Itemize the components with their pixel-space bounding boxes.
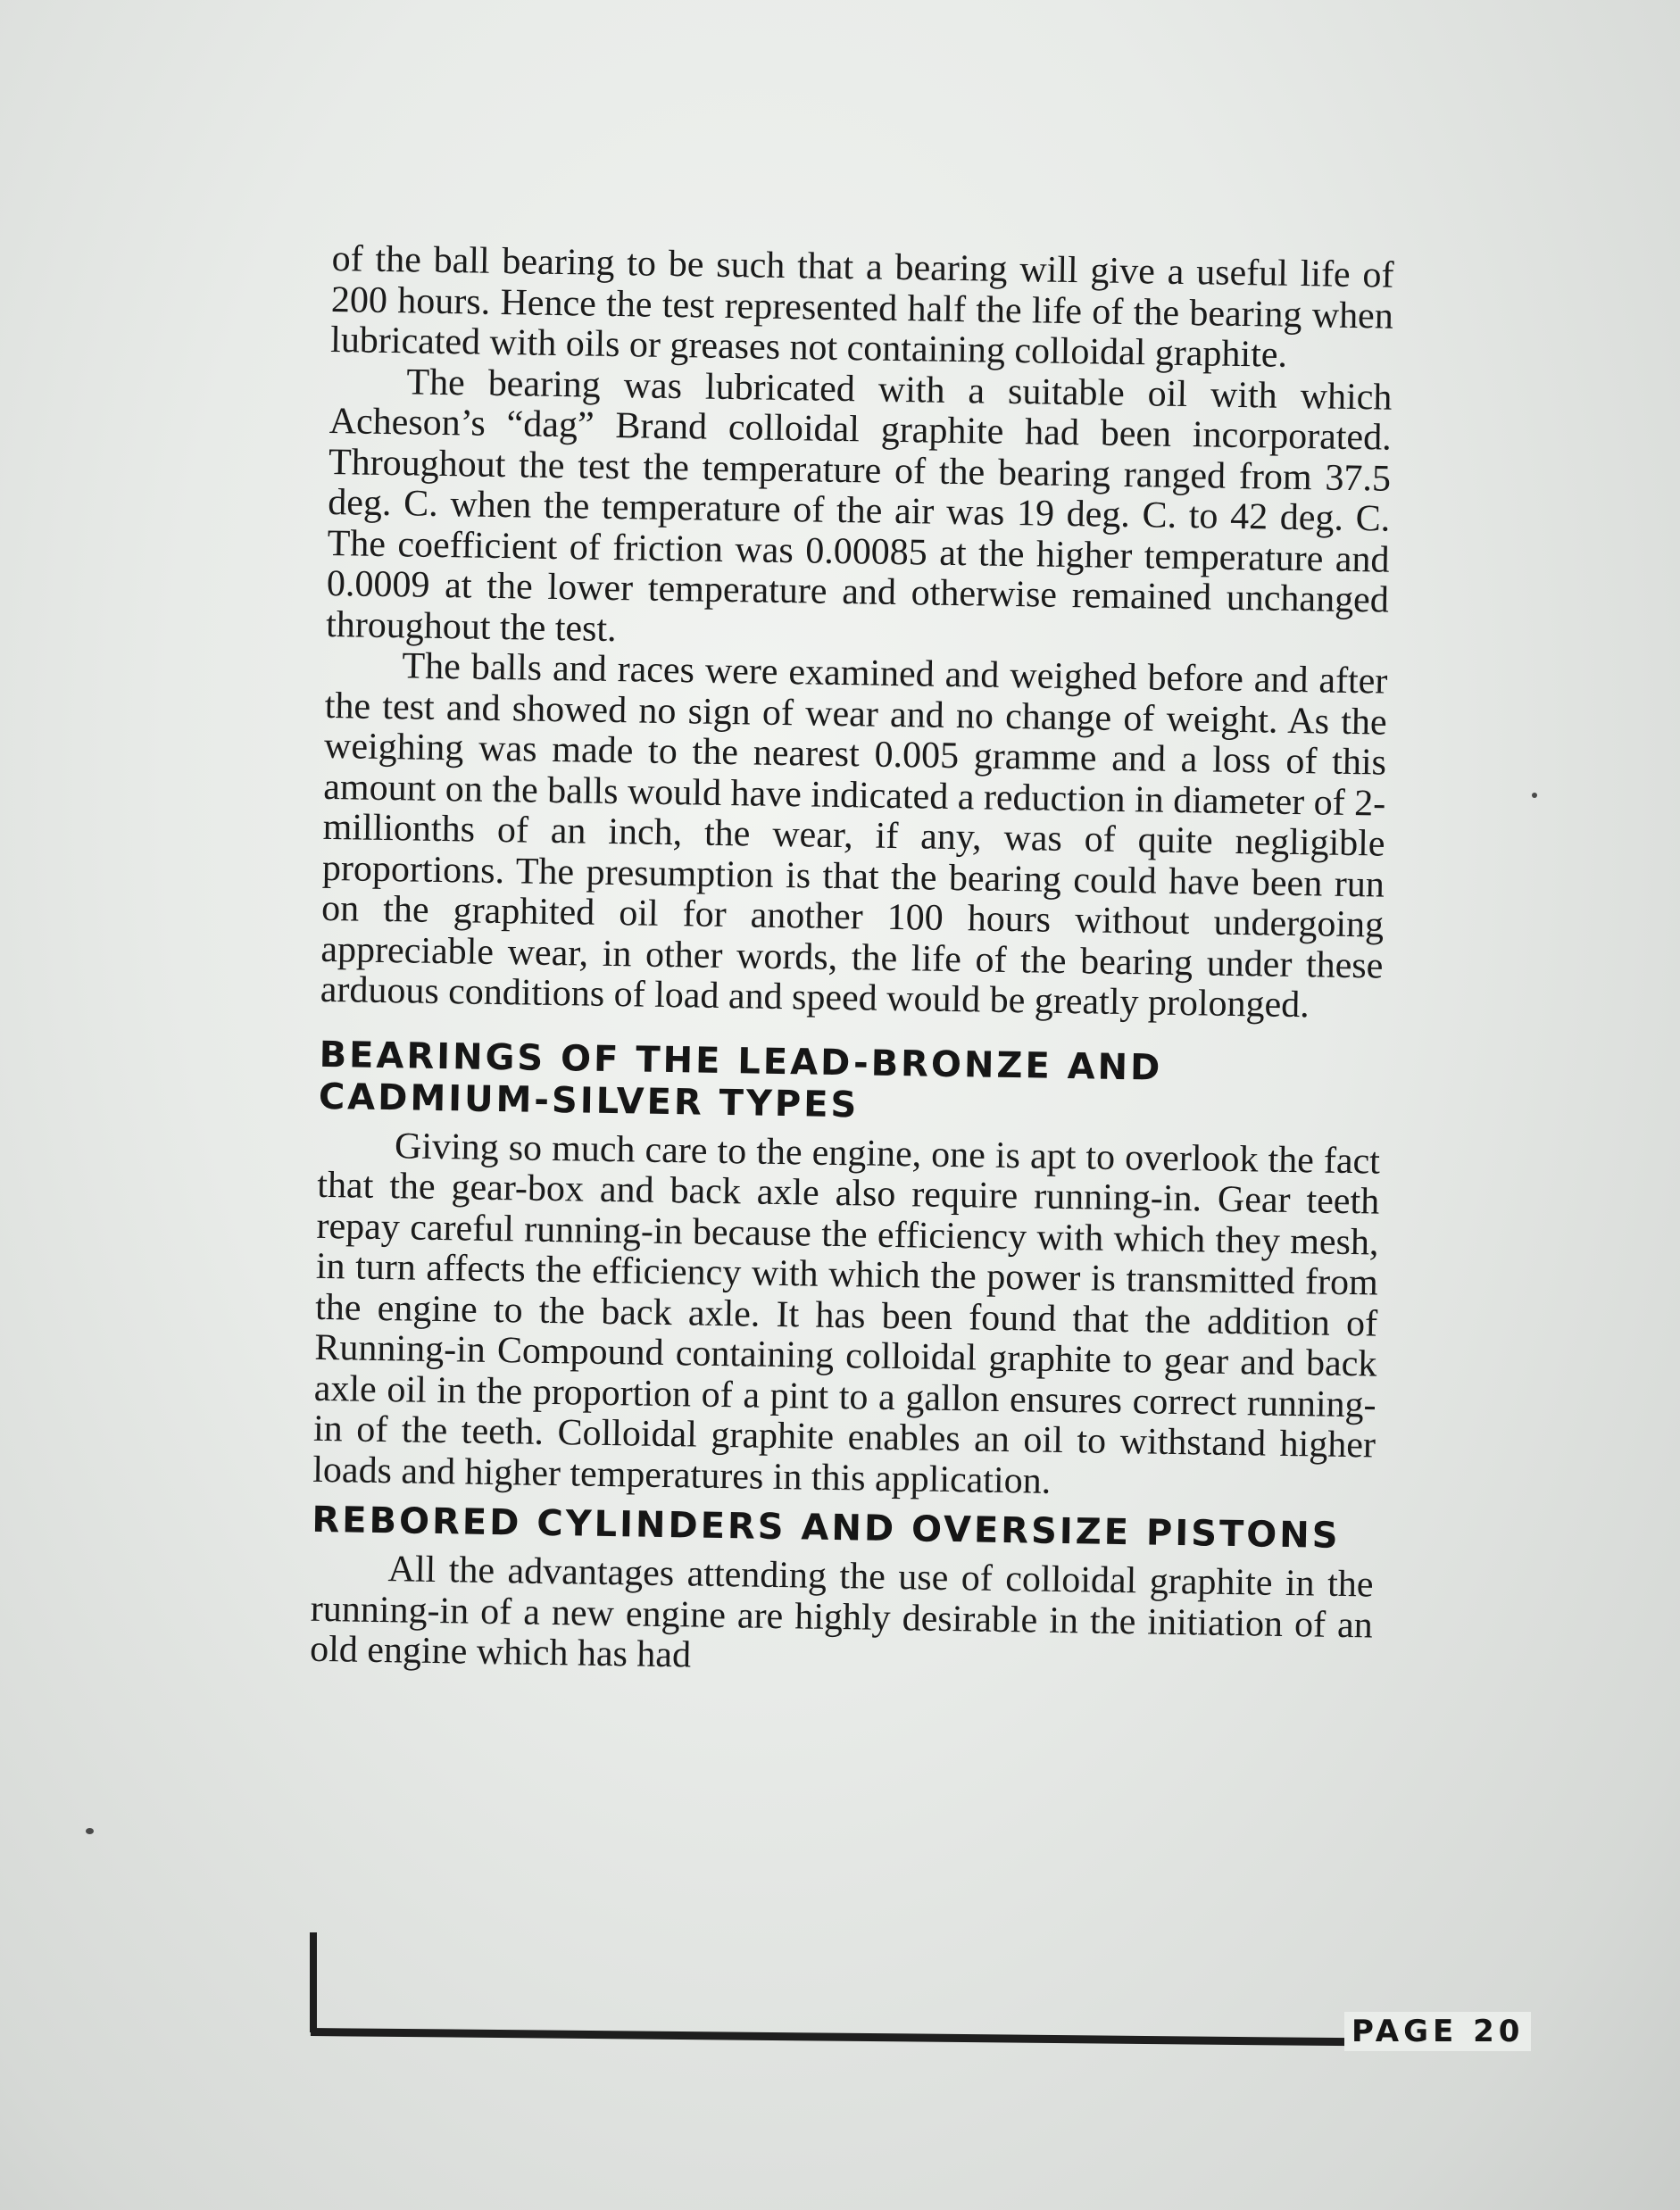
paragraph-old-engine: All the advantages attending the use of colloidal graphite in the running-in of a new engine are highly desirable in the initiation of an old engine which has had — [309, 1549, 1374, 1676]
page-body — [310, 239, 1394, 1687]
section-heading-bearings: BEARINGS OF THE LEAD-BRONZE AND CADMIUM-SILVER TYPES — [318, 1034, 1163, 1126]
paper-speck — [1532, 793, 1537, 798]
section-heading-rebored-cylinders: REBORED CYLINDERS AND OVERSIZE PISTONS — [312, 1499, 1341, 1557]
paragraph-gearbox-running-in: Giving so much care to the engine, one is apt to overlook the fact that the gear-box and back axle also require running-in. Gear teeth repay careful running-in because the efficiency with which they mesh, in turn affects the efficiency with which the power is transmitted from the engine to the back axle. It has been found that the addition of Running-in Compound containing colloidal graphite to gear and back axle oil in the proportion of a pint to a gallon ensures correct running-in of the teeth. Colloidal graphite enables an oil to withstand higher loads and higher temperatures in this application. — [312, 1125, 1381, 1502]
paragraph-wear-results: The balls and races were examined and weighed before and after the test and showed no sign of wear and no change of weight. As the weighing was made to the nearest 0.005 gramme and a loss of this amount on the balls would have indicated a reduction in diameter of 2-millionths of an inch, the wear, if any, was of quite negligible proportions. The presumption is that the bearing could have been run on the graphited oil for another 100 hours without undergoing appreciable wear, in other words, the life of the bearing under these arduous conditions of load and speed would be greatly prolonged. — [320, 645, 1388, 1026]
paper-speck — [86, 1828, 94, 1834]
paragraph-lubrication-test: The bearing was lubricated with a suitable oil with which Acheson’s “dag” Brand colloidal graphite had been incorporated. Throughout the test the temperature of the bearing ranged from 37.5 deg. C. when the temperature of the air was 19 deg. C. to 42 deg. C. The coefficient of friction was 0.00085 at the higher temperature and 0.0009 at the lower temperature and otherwise remained unchanged throughout the test. — [325, 361, 1393, 650]
page-number: PAGE 20 — [1344, 2012, 1531, 2051]
footer-horizontal-rule — [311, 2028, 1507, 2048]
footer-vertical-rule — [310, 1932, 317, 2032]
paragraph-continued: of the ball bearing to be such that a bearing will give a useful life of 200 hours. Hence the test represented half the life of the bearing when lubricated with oils or greases not containing colloidal graphite. — [329, 238, 1394, 376]
